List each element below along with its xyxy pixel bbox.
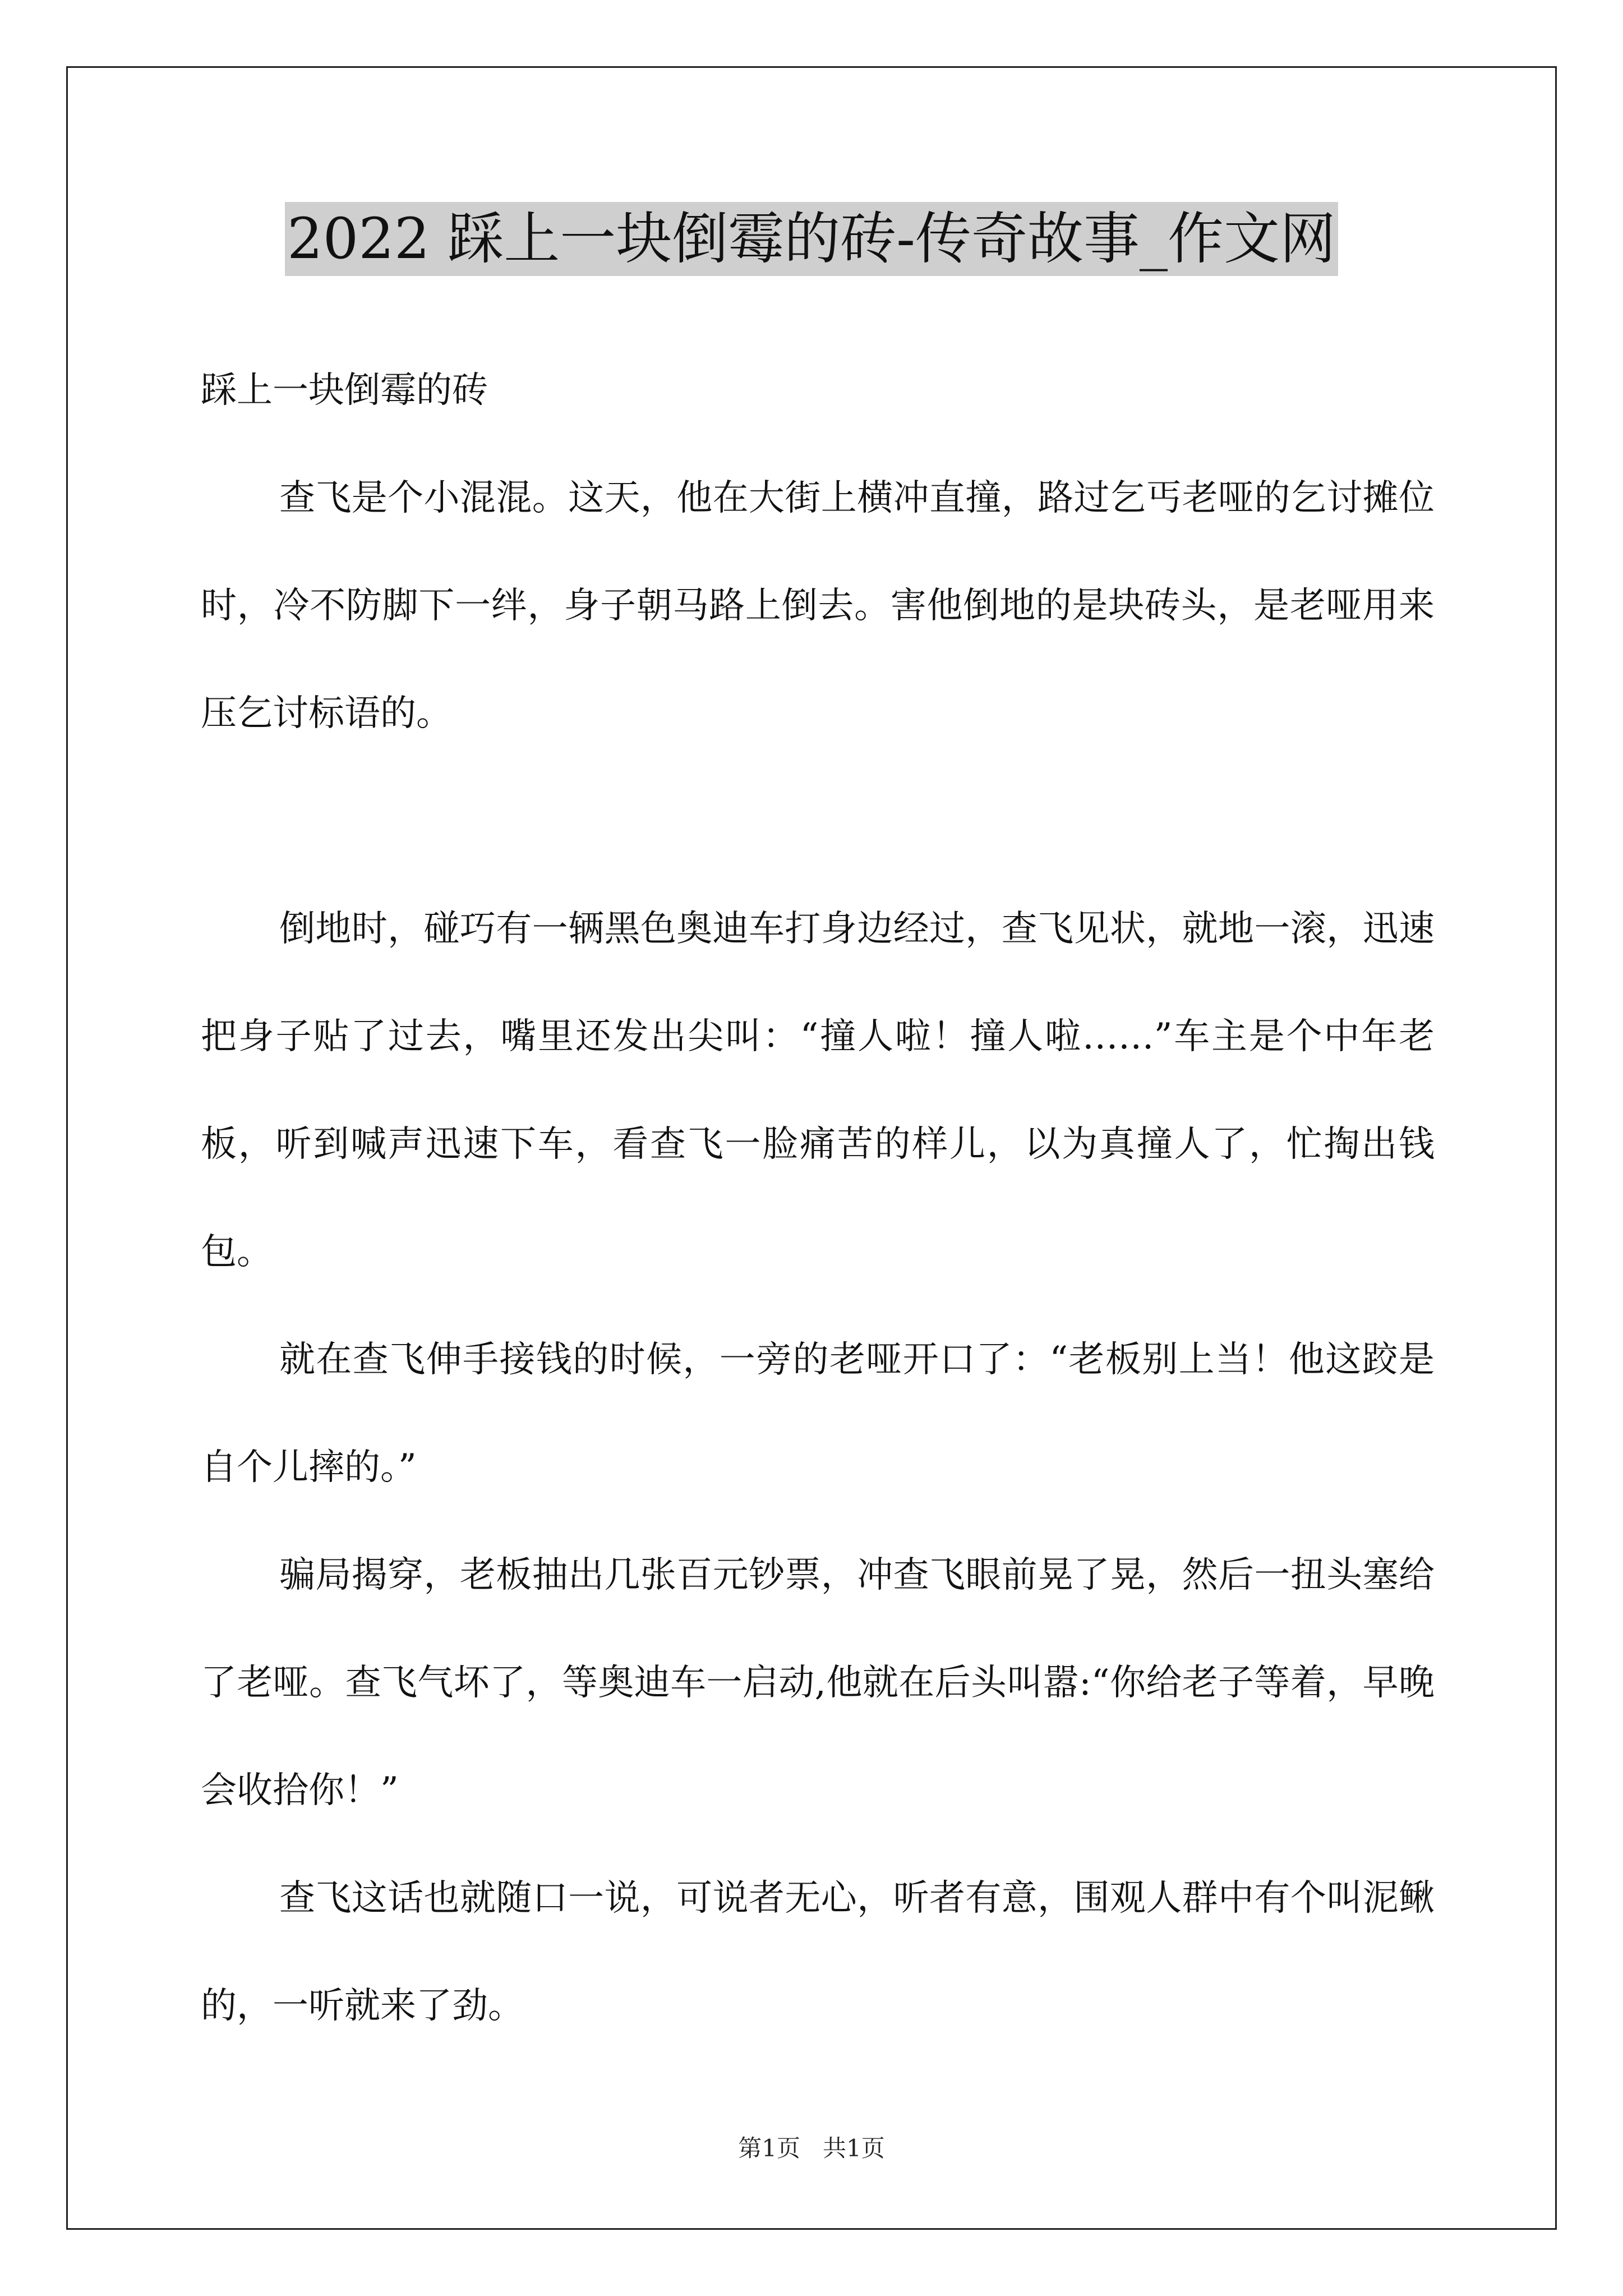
paragraph-3: 就在查飞伸手接钱的时候，一旁的老哑开口了：“老板别上当！他这跤是自个儿摔的。” [201,1339,1435,1488]
paragraph-4: 骗局揭穿，老板抽出几张百元钞票，冲查飞眼前晃了晃，然后一扭头塞给了老哑。查飞气坏了，等奥迪车一启动,他就在后头叫嚣:“你给老子等着，早晚会收拾你！” [201,1554,1435,1811]
document-title: 2022 踩上一块倒霉的砖-传奇故事_作文网 [285,202,1338,276]
paragraph-2: 倒地时，碰巧有一辆黑色奥迪车打身边经过，查飞见状，就地一滚，迅速把身子贴了过去，嘴里还发出尖叫：“撞人啦！撞人啦……”车主是个中年老板，听到喊声迅速下车，看查飞一脸痛苦的样儿，以为真撞人了，忙掏出钱包。 [201,908,1435,1273]
paragraph-1: 查飞是个小混混。这天，他在大街上横冲直撞，路过乞丐老哑的乞讨摊位时，冷不防脚下一绊，身子朝马路上倒去。害他倒地的是块砖头，是老哑用来压乞讨标语的。 [201,477,1435,734]
page-footer [0,2132,1623,2165]
title-container [0,202,1623,276]
document-body [201,337,1435,2060]
document-subtitle: 踩上一块倒霉的砖 [201,370,488,411]
page-number-current: 第1页 [738,2134,800,2162]
paragraph-spacer [201,767,1435,875]
page-number-total: 共1页 [823,2134,885,2162]
paragraph-5: 查飞这话也就随口一说，可说者无心，听者有意，围观人群中有个叫泥鳅的，一听就来了劲。 [201,1878,1435,2027]
